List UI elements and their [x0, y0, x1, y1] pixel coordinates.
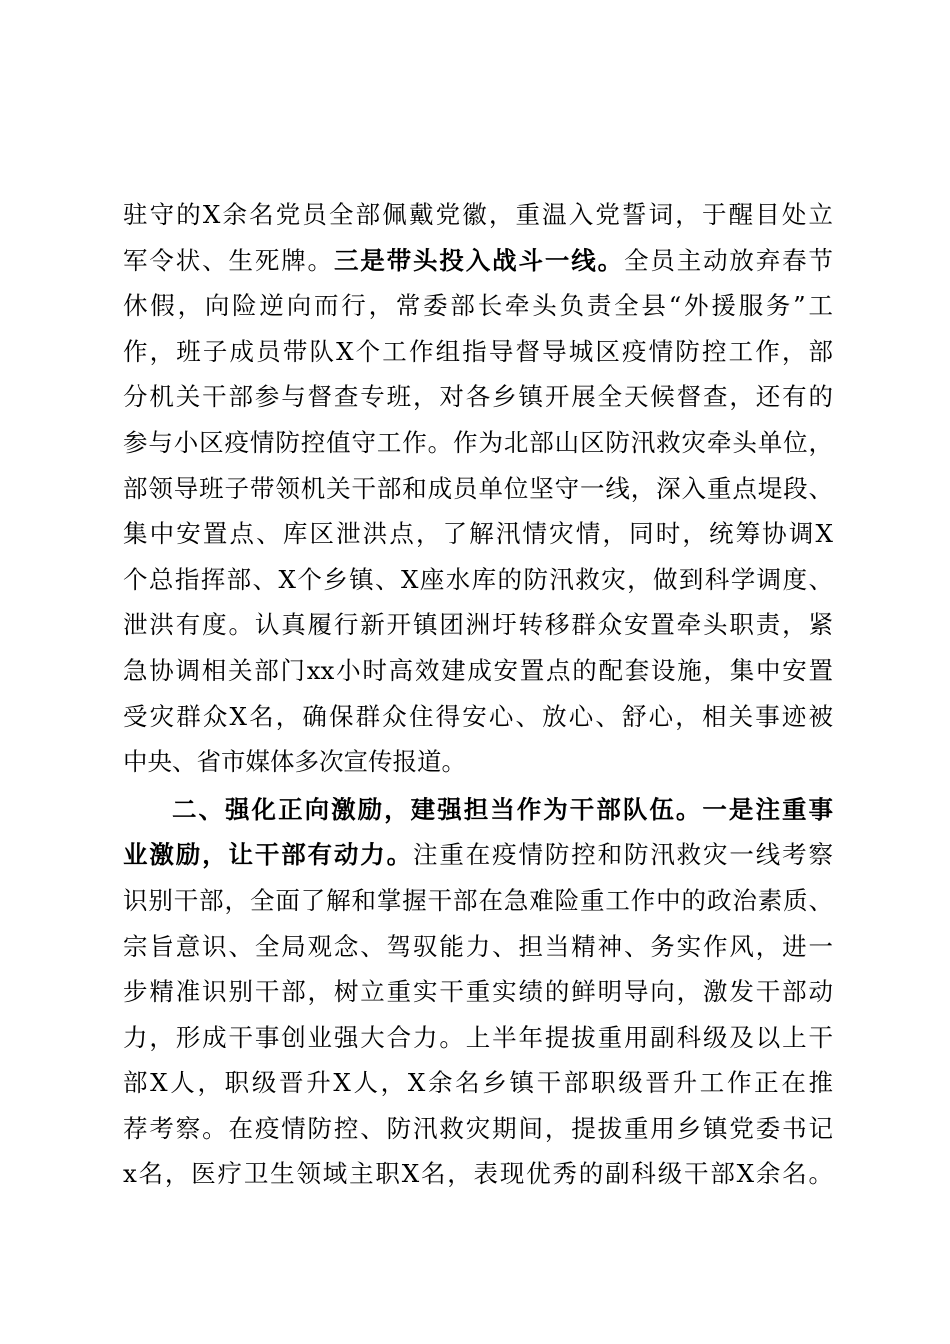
text-line: 荐考察。在疫情防控、防汛救灾期间，提拔重用乡镇党委书记 — [123, 1113, 833, 1143]
text-line: 宗旨意识、全局观念、驾驭能力、担当精神、务实作风，进一 — [123, 931, 833, 961]
text-line: 部领导班子带领机关干部和成员单位坚守一线，深入重点堤段、 — [123, 473, 833, 503]
bold-heading: 三是带头投入战斗一线。 — [333, 245, 624, 275]
text-line: 受灾群众X名，确保群众住得安心、放心、舒心，相关事迹被 — [123, 701, 833, 731]
section-heading: 二、强化正向激励，建强担当作为干部队伍。一是注重事 — [172, 794, 833, 824]
text-line: 作，班子成员带队X个工作组指导督导城区疫情防控工作，部 — [123, 336, 833, 366]
paragraph-1 — [123, 192, 833, 785]
text-line: 驻守的X余名党员全部佩戴党徽，重温入党誓词，于醒目处立 — [123, 200, 833, 229]
text-line: 休假，向险逆向而行，常委部长牵头负责全县“外援服务”工 — [123, 291, 833, 321]
document-body — [123, 192, 833, 1197]
text-line: 识别干部，全面了解和掌握干部在急难险重工作中的政治素质、 — [123, 885, 833, 915]
text-run: 军令状、生死牌。 — [123, 245, 334, 275]
text-line: 力，形成干事创业强大合力。上半年提拔重用副科级及以上干 — [123, 1022, 833, 1052]
text-line: 步精准识别干部，树立重实干重实绩的鲜明导向，激发干部动 — [123, 977, 833, 1007]
text-line: 部X人，职级晋升X人，X余名乡镇干部职级晋升工作正在推 — [123, 1068, 833, 1098]
text-line: 中央、省市媒体多次宣传报道。 — [123, 747, 466, 777]
text-line — [123, 832, 833, 878]
text-line: x名，医疗卫生领域主职X名，表现优秀的副科级干部X余名。 — [123, 1159, 833, 1189]
text-line: 泄洪有度。认真履行新开镇团洲圩转移群众安置牵头职责，紧 — [123, 610, 833, 640]
text-run: 注重在疫情防控和防汛救灾一线考察 — [413, 840, 834, 870]
paragraph-2 — [123, 787, 833, 1197]
text-line: 集中安置点、库区泄洪点，了解汛情灾情，同时，统筹协调X — [123, 519, 833, 549]
text-line: 急协调相关部门xx小时高效建成安置点的配套设施，集中安置 — [123, 655, 833, 685]
text-line: 分机关干部参与督查专班，对各乡镇开展全天候督查，还有的 — [123, 382, 833, 412]
text-run: 全员主动放弃春节 — [623, 245, 834, 275]
text-line — [123, 238, 833, 284]
bold-heading: 业激励，让干部有动力。 — [123, 840, 414, 870]
text-line: 参与小区疫情防控值守工作。作为北部山区防汛救灾牵头单位， — [123, 427, 833, 457]
text-line: 个总指挥部、X个乡镇、X座水库的防汛救灾，做到科学调度、 — [123, 564, 833, 594]
